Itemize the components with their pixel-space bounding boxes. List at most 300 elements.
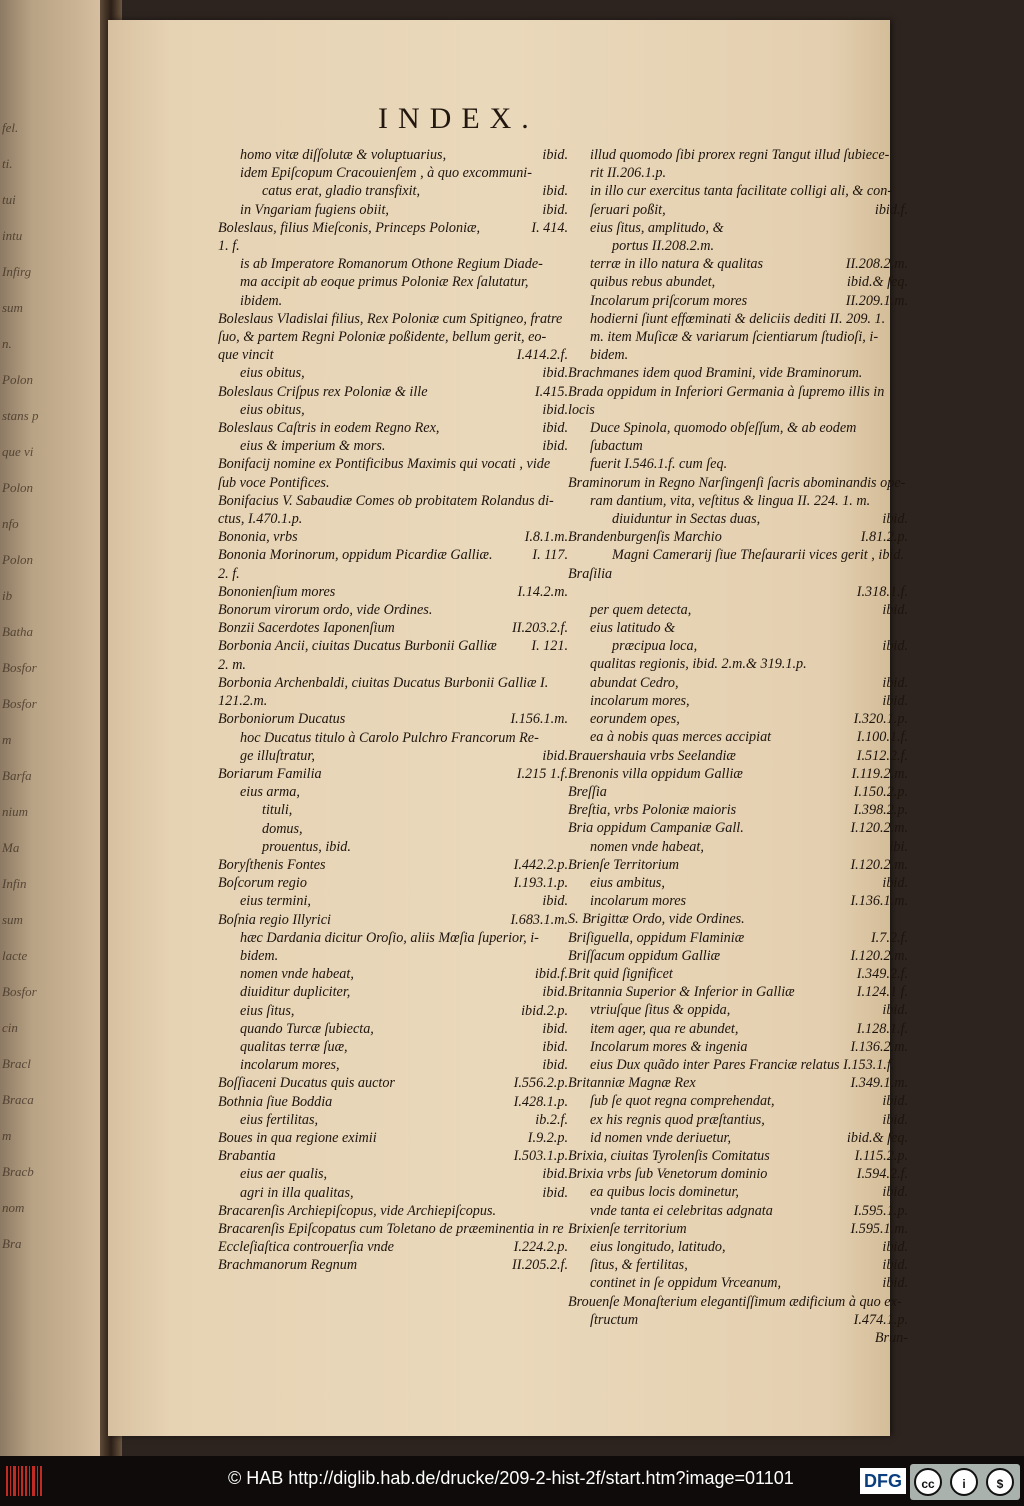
entry-text: rit II.206.1.p.: [590, 165, 667, 182]
index-entry: [218, 1002, 568, 1020]
left-page-fragment: Bosfor: [2, 696, 37, 711]
entry-page-ref: ibid.: [542, 201, 568, 218]
entry-page-ref: I. 414.: [531, 219, 568, 236]
entry-text: Borbonia Archenbaldi, ciuitas Ducatus Burbonii Galliæ I.: [218, 674, 549, 691]
left-page-fragment: Ma: [2, 840, 20, 855]
index-entry: [568, 674, 908, 692]
entry-text: nomen vnde habeat,: [590, 838, 704, 855]
entry-page-ref: ibid.: [542, 401, 568, 418]
left-page-fragment: nium: [2, 804, 28, 819]
entry-page-ref: I.512.2.f.: [856, 747, 908, 764]
entry-text: Bria oppidum Campaniæ Gall.: [568, 820, 744, 837]
entry-text: qualitas regionis, ibid. 2.m.& 319.1.p.: [590, 656, 807, 673]
index-entry: [568, 1256, 908, 1274]
entry-text: Bononia, vrbs: [218, 529, 298, 546]
index-entry: [218, 856, 568, 874]
index-entry: [568, 364, 908, 382]
index-entry: [568, 255, 908, 273]
index-entry: [568, 910, 908, 928]
index-entry: [568, 1311, 908, 1329]
entry-text: Bononia Morinorum, oppidum Picardiæ Galliæ.: [218, 547, 493, 564]
entry-text: Brixia vrbs ſub Venetorum dominio: [568, 1166, 768, 1183]
index-entry: [218, 747, 568, 765]
index-entry: [218, 838, 568, 856]
cc-icon: cc: [914, 1468, 942, 1496]
entry-page-ref: ibid.: [542, 420, 568, 437]
entry-text: bidem.: [590, 347, 629, 364]
entry-text: 2. f.: [218, 565, 240, 582]
barcode-bar: [25, 1466, 27, 1496]
entry-text: Boleslaus Criſpus rex Poloniæ & ille: [218, 383, 428, 400]
hab-logo-barcode: [6, 1466, 42, 1496]
entry-text: ex his regnis quod præſtantius,: [590, 1111, 765, 1128]
entry-text: Brixia, ciuitas Tyrolenſis Comitatus: [568, 1147, 770, 1164]
entry-page-ref: I.224.2.p.: [513, 1239, 568, 1256]
entry-text: Bonorum virorum ordo, vide Ordines.: [218, 602, 433, 619]
entry-page-ref: I.115.2.p.: [854, 1147, 908, 1164]
index-entry: [218, 1220, 568, 1238]
barcode-bar: [21, 1466, 23, 1496]
index-entry: [568, 1238, 908, 1256]
entry-text: Britanniæ Magnæ Rex: [568, 1075, 696, 1092]
entry-text: Breſtia, vrbs Poloniæ maioris: [568, 802, 737, 819]
entry-text: eorundem opes,: [590, 711, 680, 728]
index-entry: [218, 437, 568, 455]
entry-text: incolarum mores: [590, 893, 687, 910]
entry-text: eius ambitus,: [590, 874, 665, 891]
index-entry: [568, 1165, 908, 1183]
entry-text: catus erat, gladio transfixit,: [262, 183, 421, 200]
entry-page-ref: I.120.2.m.: [850, 820, 908, 837]
entry-page-ref: ibid.: [882, 601, 908, 618]
entry-text: eius fertilitas,: [240, 1111, 319, 1128]
index-entry: [568, 565, 908, 583]
index-entry: [218, 892, 568, 910]
index-entry: [568, 874, 908, 892]
index-column-left: [218, 146, 568, 1275]
entry-text: Boleslaus Caſtris in eodem Regno Rex,: [218, 420, 440, 437]
index-entry: [568, 219, 908, 237]
entry-text: quando Turcæ ſubiecta,: [240, 1020, 374, 1037]
index-entry: [218, 965, 568, 983]
entry-text: ram dantium, vita, veſtitus & lingua II. 224. 1. m.: [590, 492, 871, 509]
entry-page-ref: I.683.1.m.: [510, 911, 568, 928]
entry-text: fuerit I.546.1.f. cum ſeq.: [590, 456, 728, 473]
index-entry: [568, 474, 908, 492]
entry-text: m. item Muſicæ & variarum ſcientiarum ſtudioſi, i-: [590, 329, 879, 346]
entry-page-ref: I.156.1.m.: [510, 711, 568, 728]
barcode-bar: [6, 1466, 8, 1496]
entry-text: in Vngariam fugiens obiit,: [240, 201, 389, 218]
entry-text: Braſilia: [568, 565, 613, 582]
entry-page-ref: I.595.1.p.: [853, 1202, 908, 1219]
index-entry: [218, 146, 568, 164]
entry-text: diuiduntur in Sectas duas,: [612, 511, 761, 528]
entry-text: qualitas terræ ſuæ,: [240, 1038, 348, 1055]
index-entry: [568, 783, 908, 801]
entry-page-ref: ib.2.f.: [535, 1111, 568, 1128]
entry-text: Brabantia: [218, 1148, 276, 1165]
entry-page-ref: ibid.: [542, 1166, 568, 1183]
entry-page-ref: ibid.: [542, 984, 568, 1001]
entry-page-ref: ibid.: [542, 893, 568, 910]
entry-page-ref: I.119.2.m.: [851, 765, 908, 782]
barcode-bar: [37, 1466, 38, 1496]
index-entry: [218, 710, 568, 728]
index-entry: [218, 729, 568, 747]
left-page-fragment: intu: [2, 228, 23, 243]
entry-text: ſtructum: [590, 1311, 639, 1328]
entry-text: Bracarenſis Archiepiſcopus, vide Archiepiſcopus.: [218, 1202, 497, 1219]
entry-text: per quem detecta,: [590, 601, 692, 618]
entry-text: Magni Camerarij ſiue Theſaurarii vices gerit , ibid.: [612, 547, 905, 564]
entry-page-ref: ibid.: [882, 692, 908, 709]
left-page-fragment: sum: [2, 300, 23, 315]
index-entry: [218, 692, 568, 710]
entry-text: idem Epiſcopum Cracouienſem , à quo excommuni-: [240, 165, 532, 182]
index-entry: [218, 401, 568, 419]
entry-page-ref: I.398.2.p.: [853, 802, 908, 819]
index-entry: [218, 273, 568, 291]
entry-text: Boleslaus Vladislai filius, Rex Poloniæ cum Spitigneo, fratre: [218, 310, 563, 327]
index-entry: [218, 656, 568, 674]
index-entry: [568, 1202, 908, 1220]
cc-license-badge[interactable]: [910, 1464, 1020, 1500]
entry-page-ref: I.7.2.f.: [870, 929, 908, 946]
index-entry: [568, 292, 908, 310]
index-entry: [568, 201, 908, 219]
entry-text: Bracarenſis Epiſcopatus cum Toletano de præeminentia in re: [218, 1220, 564, 1237]
left-page-fragment: Bracb: [2, 1164, 34, 1179]
index-entry: [218, 346, 568, 364]
index-entry: [568, 1111, 908, 1129]
entry-text: ea à nobis quas merces accipiat: [590, 729, 772, 746]
entry-page-ref: ibid.: [882, 1093, 908, 1110]
entry-text: Borboniorum Ducatus: [218, 711, 346, 728]
index-entry: [218, 1256, 568, 1274]
entry-text: illud quomodo ſibi prorex regni Tangut illud ſubiece-: [590, 147, 890, 163]
entry-text: ea quibus locis dominetur,: [590, 1184, 739, 1201]
index-entry: [218, 1038, 568, 1056]
entry-page-ref: I.100.1.f.: [856, 729, 908, 746]
entry-page-ref: ibid.& ſeq.: [846, 274, 908, 291]
attribution-icon: i: [950, 1468, 978, 1496]
left-page-fragment: cin: [2, 1020, 18, 1035]
entry-page-ref: Brun-: [874, 1329, 908, 1346]
entry-text: ma accipit ab eoque primus Poloniæ Rex ſalutatur,: [240, 274, 529, 291]
entry-text: Brachmanorum Regnum: [218, 1257, 358, 1274]
entry-page-ref: I.193.1.p.: [513, 875, 568, 892]
index-entry: [568, 1293, 908, 1311]
entry-page-ref: ibid.: [882, 1111, 908, 1128]
entry-page-ref: II.209.1.m.: [845, 292, 908, 309]
entry-text: bidem.: [240, 947, 279, 964]
entry-text: Incolarum priſcorum mores: [590, 292, 748, 309]
index-entry: [568, 273, 908, 291]
entry-text: Breſſia: [568, 783, 607, 800]
index-entry: [568, 801, 908, 819]
entry-text: ge illuſtratur,: [240, 747, 315, 764]
index-entry: [568, 747, 908, 765]
index-entry: [568, 965, 908, 983]
index-entry: [218, 328, 568, 346]
index-entry: [568, 328, 908, 346]
entry-page-ref: I.215 1.f.: [516, 765, 568, 782]
entry-text: Braminorum in Regno Narſingenſi ſacris abominandis ope-: [568, 474, 906, 491]
entry-text: Brachmanes idem quod Bramini, vide Braminorum.: [568, 365, 863, 382]
entry-text: 2. m.: [218, 656, 246, 673]
entry-text: Brienſe Territorium: [568, 856, 680, 873]
entry-page-ref: ibid.: [542, 1184, 568, 1201]
index-entry: [218, 929, 568, 947]
entry-text: Boryſthenis Fontes: [218, 856, 326, 873]
entry-text: eius ſitus,: [240, 1002, 295, 1019]
entry-text: ſuo, & partem Regni Poloniæ poßidente, bellum gerit, eo-: [218, 329, 547, 346]
left-page-fragment: n.: [2, 336, 12, 351]
index-entry: [568, 455, 908, 473]
index-entry: [218, 1165, 568, 1183]
index-entry: [218, 1111, 568, 1129]
entry-page-ref: I.349.1.m.: [850, 1075, 908, 1092]
index-entry: [568, 856, 908, 874]
entry-text: in illo cur exercitus tanta facilitate colligi ali, & con-: [590, 183, 893, 200]
index-entry: [218, 1184, 568, 1202]
index-entry: [218, 765, 568, 783]
index-entry: [568, 728, 908, 746]
index-entry: [568, 383, 908, 419]
index-entry: [568, 182, 908, 200]
entry-page-ref: I. 117.: [532, 547, 568, 564]
entry-page-ref: I.428.1.p.: [513, 1093, 568, 1110]
entry-text: eius Dux quãdo inter Pares Franciæ relatus I.153.1.f.: [590, 1056, 895, 1073]
index-entry: [568, 1056, 908, 1074]
entry-text: vnde tanta ei celebritas adgnata: [590, 1202, 773, 1219]
index-entry: [218, 874, 568, 892]
left-page-fragment: que vi: [2, 444, 34, 459]
index-entry: [218, 601, 568, 619]
index-entry: [568, 1220, 908, 1238]
entry-page-ref: I.320.1.p.: [853, 711, 908, 728]
index-entry: [568, 983, 908, 1001]
entry-page-ref: I.474.1.p.: [853, 1311, 908, 1328]
entry-text: Boleslaus, filius Mieſconis, Princeps Poloniæ,: [218, 219, 481, 236]
entry-text: ſub ſe quot regna comprehendat,: [590, 1093, 775, 1110]
entry-text: prouentus, ibid.: [262, 838, 351, 855]
left-page-fragment: nfo: [2, 516, 19, 531]
left-page-fragment: Polon: [2, 480, 34, 495]
entry-page-ref: I.442.2.p.: [513, 856, 568, 873]
left-page-fragment: tui: [2, 192, 16, 207]
index-entry: [218, 983, 568, 1001]
entry-text: Briſiguella, oppidum Flaminiæ: [568, 929, 745, 946]
entry-text: eius & imperium & mors.: [240, 438, 386, 455]
index-entry: [218, 801, 568, 819]
entry-page-ref: ibid.: [542, 183, 568, 200]
entry-page-ref: ibid.: [882, 1257, 908, 1274]
entry-page-ref: I.349.2.f.: [856, 965, 908, 982]
left-page-fragment: Bracl: [2, 1056, 31, 1071]
entry-text: Borbonia Ancii, ciuitas Ducatus Burbonii Galliæ: [218, 638, 497, 655]
entry-text: Brandenburgenſis Marchio: [568, 529, 722, 546]
index-entry: [568, 1038, 908, 1056]
entry-text: ſitus, & fertilitas,: [590, 1257, 688, 1274]
entry-text: Duce Spinola, quomodo obſeſſum, & ab eodem ſubactum: [590, 420, 857, 455]
entry-page-ref: I.8.1.m.: [524, 529, 568, 546]
left-page-fragment: Infirg: [2, 264, 32, 279]
entry-text: quibus rebus abundet,: [590, 274, 716, 291]
entry-text: que vincit: [218, 347, 274, 364]
entry-page-ref: I.503.1.p.: [513, 1148, 568, 1165]
index-entry: [568, 710, 908, 728]
entry-text: eius longitudo, latitudo,: [590, 1238, 726, 1255]
left-page-fragment: Bra: [2, 1236, 22, 1251]
entry-text: Brixienſe territorium: [568, 1220, 687, 1237]
left-page-fragment: Braca: [2, 1092, 34, 1107]
source-url-text[interactable]: © HAB http://diglib.hab.de/drucke/209-2-hist-2f/start.htm?image=01101: [228, 1468, 794, 1488]
entry-text: eius ſitus, amplitudo, &: [590, 219, 724, 236]
entry-page-ref: ibid.: [542, 1038, 568, 1055]
entry-text: Bonifacij nomine ex Pontificibus Maximis qui vocati , vide: [218, 456, 551, 473]
index-entry: [568, 546, 908, 564]
entry-text: Boriarum Familia: [218, 765, 322, 782]
entry-text: Boſnia regio Illyrici: [218, 911, 331, 928]
entry-text: item ager, qua re abundet,: [590, 1020, 739, 1037]
index-entry: [568, 528, 908, 546]
entry-text: diuiditur dupliciter,: [240, 984, 351, 1001]
index-entry: [218, 1129, 568, 1147]
entry-page-ref: I.415.: [534, 383, 568, 400]
index-entry: [218, 237, 568, 255]
entry-page-ref: II.208.2.m.: [845, 256, 908, 273]
entry-page-ref: I.150.2.p.: [853, 783, 908, 800]
entry-page-ref: I.414.2.f.: [516, 347, 568, 364]
index-entry: [218, 1238, 568, 1256]
index-entry: [218, 419, 568, 437]
entry-page-ref: ibid.: [542, 147, 568, 163]
left-page-edge: [0, 0, 108, 1456]
index-entry: [218, 1056, 568, 1074]
index-entry: [568, 510, 908, 528]
entry-text: Incolarum mores & ingenia: [590, 1038, 748, 1055]
index-entry: [568, 947, 908, 965]
index-entry: [218, 619, 568, 637]
barcode-bar: [18, 1466, 19, 1496]
index-entry: [568, 1001, 908, 1019]
index-entry: [218, 820, 568, 838]
index-entry: [568, 637, 908, 655]
index-entry: [218, 510, 568, 528]
entry-text: præcipua loca,: [612, 638, 698, 655]
left-page-fragment: fel.: [2, 120, 19, 135]
index-entry: [568, 838, 908, 856]
left-page-fragment: ti.: [2, 156, 13, 171]
index-entry: [218, 364, 568, 382]
index-entry: [568, 819, 908, 837]
index-entry: [218, 383, 568, 401]
entry-text: eius termini,: [240, 893, 311, 910]
index-entry: [568, 1329, 908, 1347]
entry-page-ref: II.203.2.f.: [512, 620, 568, 637]
entry-page-ref: I.9.2.p.: [527, 1129, 568, 1146]
entry-page-ref: I.120.2.m.: [850, 856, 908, 873]
left-page-fragment: stans p: [2, 408, 39, 423]
entry-text: ſub voce Pontifices.: [218, 474, 330, 491]
entry-text: portus II.208.2.m.: [612, 238, 715, 255]
entry-text: abundat Cedro,: [590, 674, 679, 691]
index-entry: [568, 237, 908, 255]
index-entry: [218, 911, 568, 929]
entry-text: continet in ſe oppidum Vrceanum,: [590, 1275, 782, 1292]
entry-text: hodierni ſiunt effœminati & deliciis dediti II. 209. 1.: [590, 310, 886, 327]
index-entry: [568, 310, 908, 328]
entry-page-ref: I.556.2.p.: [513, 1075, 568, 1092]
index-entry: [568, 1147, 908, 1165]
entry-page-ref: I. 121.: [531, 638, 568, 655]
entry-text: homo vitæ diſſolutæ & voluptuarius,: [240, 147, 447, 163]
barcode-bar: [29, 1466, 30, 1496]
entry-text: Boſcorum regio: [218, 875, 307, 892]
entry-page-ref: I.81.2.p.: [860, 529, 908, 546]
index-entry: [568, 346, 908, 364]
entry-text: Briſſacum oppidum Galliæ: [568, 947, 721, 964]
entry-page-ref: ibid.: [542, 365, 568, 382]
dfg-logo[interactable]: DFG: [860, 1468, 906, 1494]
entry-text: agri in illa qualitas,: [240, 1184, 354, 1201]
entry-page-ref: ibid.: [882, 1238, 908, 1255]
left-page-fragment: Batha: [2, 624, 34, 639]
entry-text: Boſſiaceni Ducatus quis auctor: [218, 1075, 395, 1092]
entry-page-ref: ibid.: [882, 638, 908, 655]
entry-page-ref: I.14.2.m.: [517, 583, 568, 600]
index-entry: [218, 219, 568, 237]
entry-text: incolarum mores,: [590, 692, 690, 709]
entry-text: Brenonis villa oppidum Galliæ: [568, 765, 743, 782]
index-entry: [218, 583, 568, 601]
left-page-fragment: Barfa: [2, 768, 32, 783]
entry-text: Brada oppidum in Inferiori Germania à ſupremo illis in locis: [568, 383, 885, 418]
entry-text: is ab Imperatore Romanorum Othone Regium Diade-: [240, 256, 543, 273]
index-entry: [218, 565, 568, 583]
entry-page-ref: I.595.1.m.: [850, 1220, 908, 1237]
index-entry: [568, 892, 908, 910]
entry-page-ref: ibid.: [882, 674, 908, 691]
index-entry: [218, 528, 568, 546]
entry-page-ref: I.124.1 f.: [856, 984, 908, 1001]
page-header: INDEX.: [378, 102, 539, 135]
share-alike-icon: $: [986, 1468, 1014, 1496]
left-page-fragment: ib: [2, 588, 13, 603]
entry-page-ref: I.120.2.m.: [850, 947, 908, 964]
entry-text: Britannia Superior & Inferior in Galliæ: [568, 984, 795, 1001]
index-entry: [568, 1020, 908, 1038]
entry-text: Boues in qua regione eximii: [218, 1129, 377, 1146]
entry-page-ref: ibid.: [882, 1275, 908, 1292]
barcode-bar: [10, 1466, 11, 1496]
left-page-fragment: nom: [2, 1200, 25, 1215]
index-entry: [218, 1147, 568, 1165]
entry-page-ref: I.136.2.m.: [850, 1038, 908, 1055]
index-entry: [568, 655, 908, 673]
index-entry: [568, 1074, 908, 1092]
index-entry: [218, 474, 568, 492]
viewer-footer: [0, 1456, 1024, 1506]
index-entry: [218, 546, 568, 564]
index-entry: [568, 1129, 908, 1147]
left-page-fragment: m: [2, 732, 12, 747]
entry-text: ctus, I.470.1.p.: [218, 511, 303, 528]
index-entry: [568, 164, 908, 182]
entry-text: id nomen vnde deriuetur,: [590, 1129, 732, 1146]
